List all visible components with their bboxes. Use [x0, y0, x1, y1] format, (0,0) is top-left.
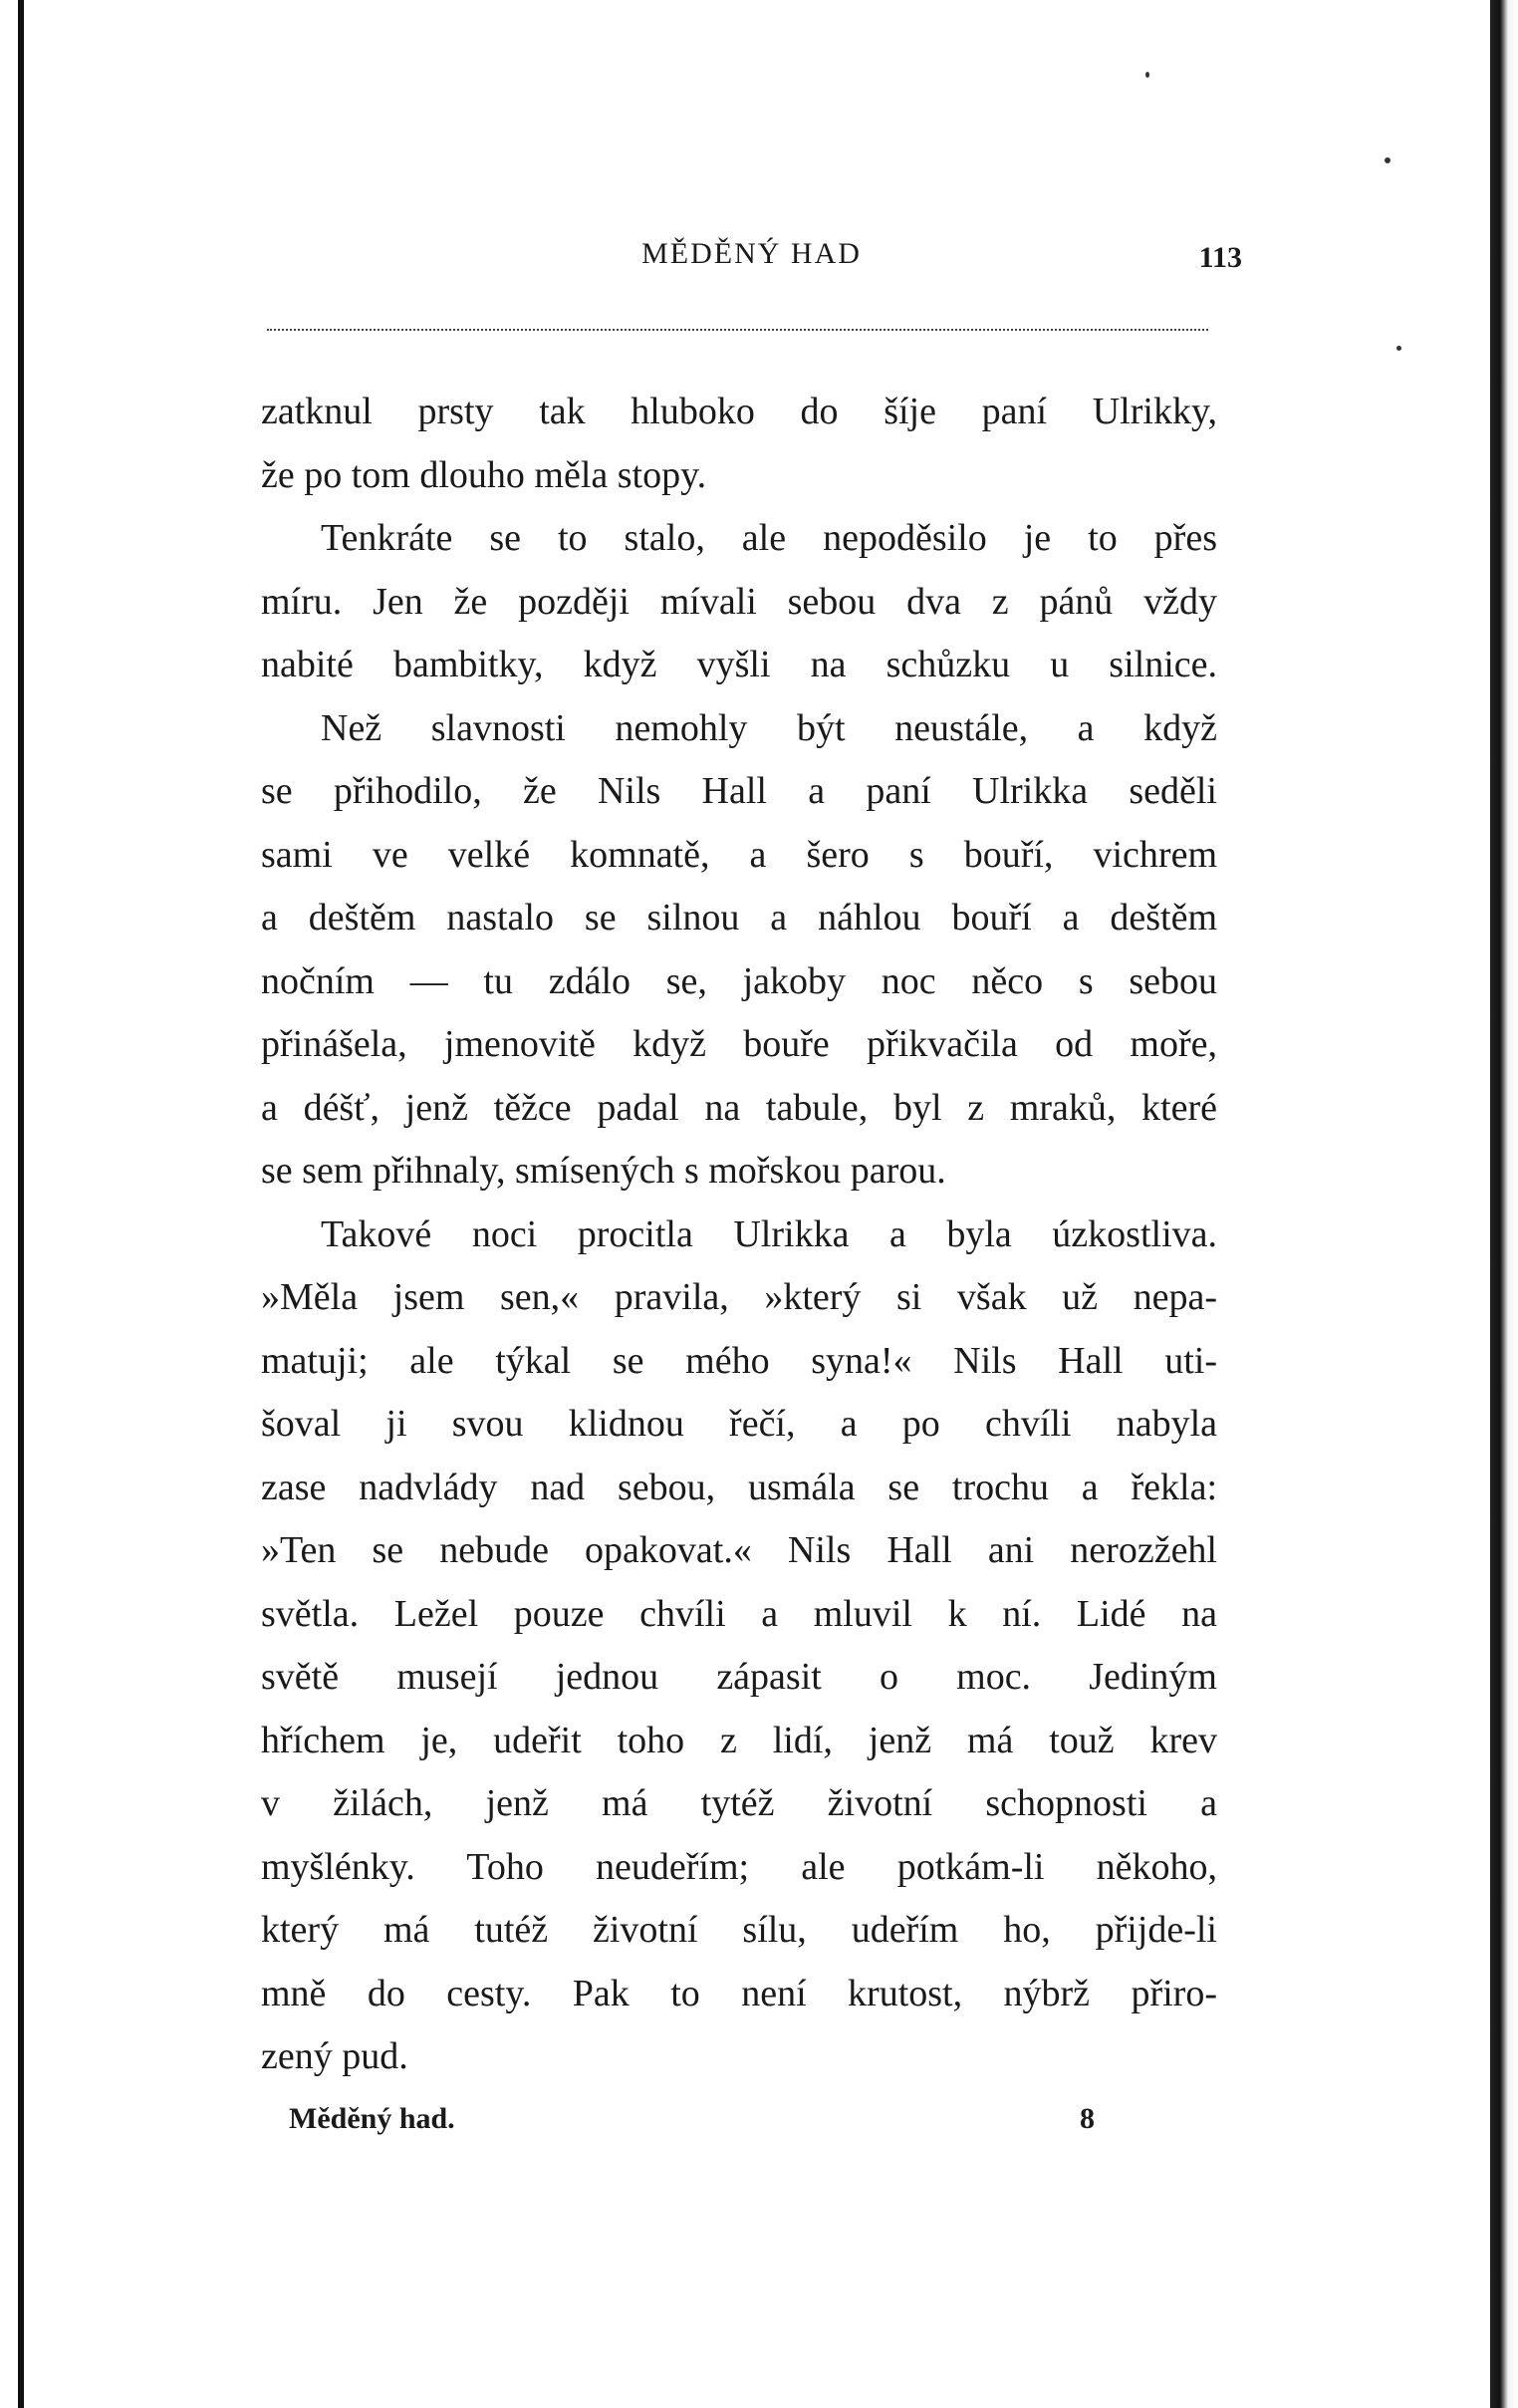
text-line: zený pud.: [261, 2035, 408, 2077]
text-line: šoval ji svou klidnou řečí, a po chvíli nabyla: [261, 1403, 1217, 1445]
text-line: hříchem je, udeřit toho z lidí, jenž má touž krev: [261, 1719, 1217, 1761]
text-line: míru. Jen že později mívali sebou dva z pánů vždy: [261, 580, 1217, 623]
text-line: nabité bambitky, když vyšli na schůzku u silnice.: [261, 644, 1217, 685]
text-line: Takové noci procitla Ulrikka a byla úzkostliva.: [321, 1212, 1217, 1255]
text-line: matuji; ale týkal se mého syna!« Nils Hall uti-: [261, 1339, 1217, 1382]
text-line: myšlénky. Toho neudeřím; ale potkám-li někoho,: [261, 1845, 1217, 1888]
text-line: zatknul prsty tak hluboko do šíje paní Ulrikky,: [261, 391, 1217, 432]
page-number: 113: [1198, 241, 1242, 274]
signature-mark-title: Měděný had.: [289, 2102, 455, 2135]
text-line: sami ve velké komnatě, a šero s bouří, vichrem: [261, 833, 1217, 876]
text-line: »Ten se nebude opakovat.« Nils Hall ani nerozžehl: [261, 1529, 1217, 1571]
page-footer: [261, 2102, 1217, 2152]
text-line: »Měla jsem sen,« pravila, »který si však už nepa-: [261, 1276, 1217, 1318]
signature-mark-number: 8: [1080, 2102, 1095, 2135]
text-line: zase nadvlády nad sebou, usmála se trochu a řekla:: [261, 1466, 1217, 1508]
body-text: [261, 381, 1217, 2089]
scan-speck: [1145, 72, 1149, 78]
text-line: a déšť, jenž těžce padal na tabule, byl z mraků, které: [261, 1086, 1217, 1129]
text-line: světě musejí jednou zápasit o moc. Jediným: [261, 1656, 1217, 1698]
scan-speck: [1396, 346, 1401, 351]
text-line: že po tom dlouho měla stopy.: [261, 453, 707, 496]
text-line: Tenkráte se to stalo, ale nepoděsilo je to přes: [321, 517, 1217, 559]
text-line: se přihodilo, že Nils Hall a paní Ulrikka seděli: [261, 770, 1217, 812]
text-line: Než slavnosti nemohly být neustále, a když: [321, 706, 1217, 749]
header-rule: [267, 329, 1208, 331]
text-line: mně do cesty. Pak to není krutost, nýbrž přiro-: [261, 1972, 1217, 2014]
text-line: přinášela, jmenovitě když bouře přikvačila od moře,: [261, 1023, 1217, 1065]
text-line: světla. Ležel pouze chvíli a mluvil k ní. Lidé na: [261, 1592, 1217, 1635]
text-line: se sem přihnaly, smísených s mořskou parou.: [261, 1150, 946, 1192]
running-title: MĚDĚNÝ HAD: [641, 237, 862, 270]
scan-left-edge: [0, 0, 30, 2408]
text-line: v žilách, jenž má tytéž životní schopnosti a: [261, 1782, 1217, 1824]
scan-right-edge: [1478, 0, 1518, 2408]
page-header: [261, 237, 1242, 287]
text-line: který má tutéž životní sílu, udeřím ho, přijde-li: [261, 1909, 1217, 1951]
text-line: nočním — tu zdálo se, jakoby noc něco s sebou: [261, 959, 1217, 1002]
scan-speck: [1385, 157, 1391, 163]
text-line: a deštěm nastalo se silnou a náhlou bouří a deštěm: [261, 897, 1217, 938]
